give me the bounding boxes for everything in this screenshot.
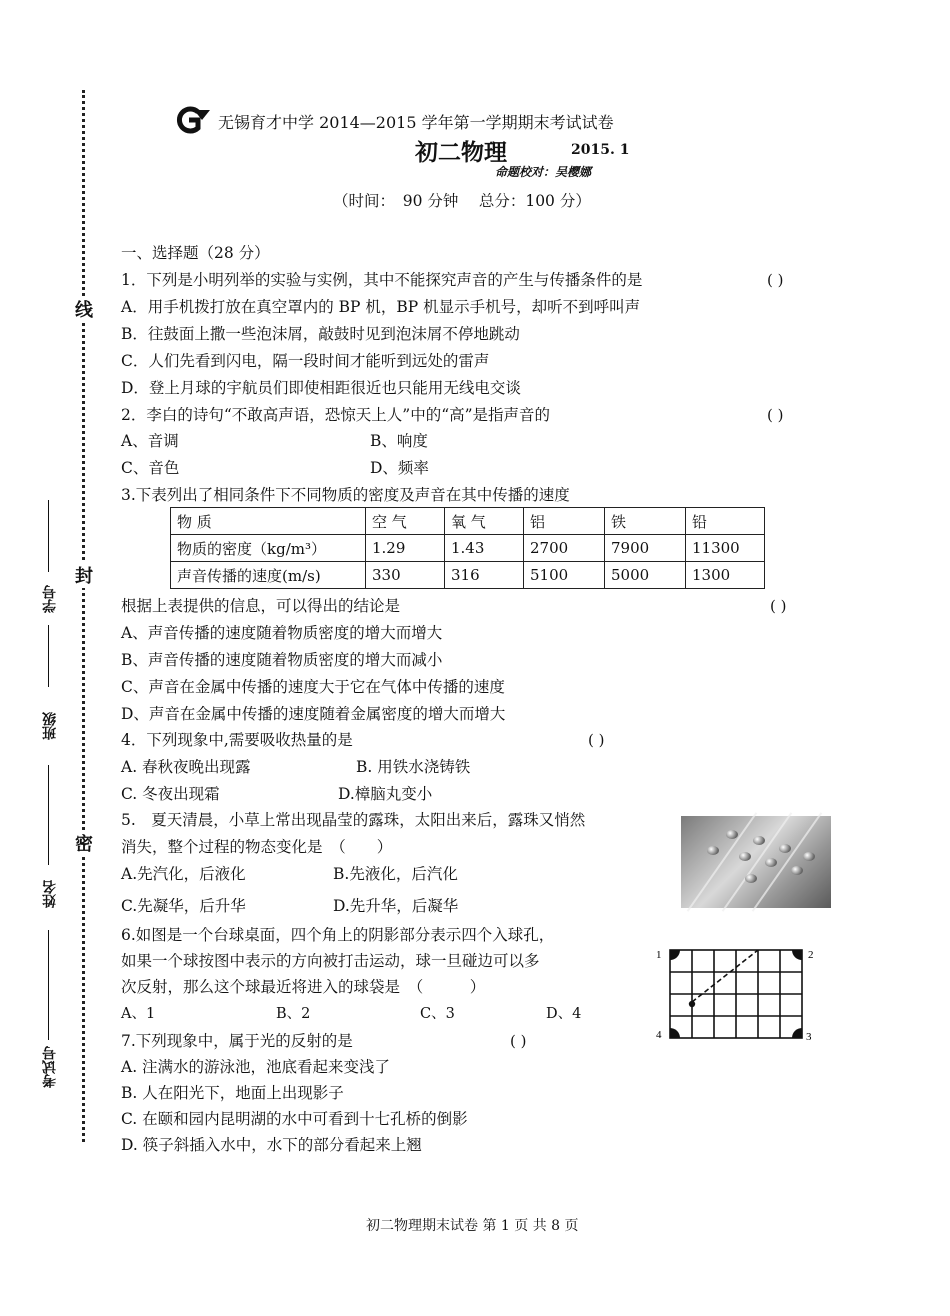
dew-drop xyxy=(779,844,791,853)
dew-drop xyxy=(765,858,777,867)
pocket-label-3: 3 xyxy=(806,1031,812,1043)
dew-drop xyxy=(803,852,815,861)
q7-option-c: C. 在颐和园内昆明湖的水中可看到十七孔桥的倒影 xyxy=(121,1110,468,1128)
binding-dotted-line xyxy=(82,90,85,1142)
q5-option-c: C.先凝华，后升华 xyxy=(121,897,246,915)
q1-option-a: A．用手机拨打放在真空罩内的 BP 机，BP 机显示手机号，却听不到呼叫声 xyxy=(121,298,641,316)
q3-option-c: C、声音在金属中传播的速度大于它在气体中传播的速度 xyxy=(121,678,505,696)
table-cell: 5100 xyxy=(524,562,605,589)
q7-option-d: D. 筷子斜插入水中，水下的部分看起来上翘 xyxy=(121,1136,422,1154)
class-underline xyxy=(48,625,49,687)
table-cell: 1300 xyxy=(686,562,765,589)
q6-option-b: B、2 xyxy=(276,1006,311,1022)
q3-conclusion: 根据上表提供的信息，可以得出的结论是 xyxy=(121,597,401,615)
q6-option-a: A、1 xyxy=(121,1006,156,1022)
page-footer: 初二物理期末试卷 第 1 页 共 8 页 xyxy=(366,1218,579,1234)
table-cell: 330 xyxy=(366,562,445,589)
table-cell: 2700 xyxy=(524,535,605,562)
q2-option-a: A、音调 xyxy=(121,432,179,450)
dew-drop xyxy=(707,846,719,855)
q7-answer-paren: ( ) xyxy=(510,1032,527,1050)
exam-date: 2015. 1 xyxy=(571,142,630,158)
dew-drop xyxy=(739,852,751,861)
q5-option-b: B.先液化，后汽化 xyxy=(333,865,458,883)
q7-stem: 7.下列现象中，属于光的反射的是 xyxy=(121,1032,353,1050)
q5-option-d: D.先升华，后凝华 xyxy=(333,897,459,915)
pocket-label-4: 4 xyxy=(656,1029,662,1041)
q4-answer-paren: ( ) xyxy=(588,731,605,749)
pocket-label-1: 1 xyxy=(656,949,662,961)
q1-stem: 1．下列是小明列举的实验与实例，其中不能探究声音的产生与传播条件的是 xyxy=(121,271,643,289)
q6-stem-line2: 如果一个球按图中表示的方向被打击运动，球一旦碰边可以多 xyxy=(121,952,540,970)
q2-option-b: B、响度 xyxy=(370,432,428,450)
density-speed-table xyxy=(170,507,765,589)
table-header-cell: 铅 xyxy=(686,508,765,535)
table-row xyxy=(171,535,765,562)
table-header-cell: 铁 xyxy=(605,508,686,535)
q4-option-b: B. 用铁水浇铸铁 xyxy=(356,758,471,776)
exam-title: 初二物理 xyxy=(415,139,507,166)
table-cell: 7900 xyxy=(605,535,686,562)
margin-seal-char: 封 xyxy=(75,562,93,588)
dew-drop xyxy=(791,866,803,875)
q3-option-b: B、声音传播的速度随着物质密度的增大而减小 xyxy=(121,651,443,669)
table-header-row xyxy=(171,508,765,535)
table-cell: 1.43 xyxy=(445,535,524,562)
dew-drop xyxy=(753,836,765,845)
q5-stem-line2: 消失，整个过程的物态变化是 （ ） xyxy=(121,838,393,856)
class-label: 班级 xyxy=(42,712,58,740)
q6-stem-line3: 次反射，那么这个球最近将进入的球袋是 （ ） xyxy=(121,978,486,996)
grass-blade xyxy=(752,812,822,911)
q1-option-d: D．登上月球的宇航员们即使相距很近也只能用无线电交谈 xyxy=(121,379,521,397)
section-heading: 一、选择题（28 分） xyxy=(121,244,270,262)
margin-secret-char: 密 xyxy=(75,830,93,856)
table-header-cell: 氧 气 xyxy=(445,508,524,535)
q2-option-d: D、频率 xyxy=(370,459,429,477)
q4-option-c: C. 冬夜出现霜 xyxy=(121,785,220,803)
q3-option-d: D、声音在金属中传播的速度随着金属密度的增大而增大 xyxy=(121,705,506,723)
student-id-label: 学号 xyxy=(42,585,58,613)
q6-option-c: C、3 xyxy=(420,1006,455,1022)
exam-number-underline xyxy=(48,930,49,1040)
table-cell: 1.29 xyxy=(366,535,445,562)
dew-drop xyxy=(745,874,757,883)
billiard-table-figure xyxy=(652,942,827,1047)
dew-drop xyxy=(726,830,738,839)
table-row xyxy=(171,562,765,589)
q4-stem: 4．下列现象中,需要吸收热量的是 xyxy=(121,731,353,749)
dew-on-grass-photo xyxy=(681,816,831,908)
q1-option-b: B．往鼓面上撒一些泡沫屑，敲鼓时见到泡沫屑不停地跳动 xyxy=(121,325,520,343)
exam-number-label: 考试号 xyxy=(42,1046,58,1088)
q3-option-a: A、声音传播的速度随着物质密度的增大而增大 xyxy=(121,624,443,642)
q3-answer-paren: ( ) xyxy=(770,597,787,615)
q6-option-d: D、4 xyxy=(546,1006,582,1022)
q1-answer-paren: ( ) xyxy=(767,271,784,289)
q1-option-c: C．人们先看到闪电，隔一段时间才能听到远处的雷声 xyxy=(121,352,490,370)
pocket-label-2: 2 xyxy=(808,949,814,961)
q4-option-a: A. 春秋夜晚出现露 xyxy=(121,758,251,776)
table-row-label: 物质的密度（kg/m³） xyxy=(171,535,366,562)
q3-stem: 3.下表列出了相同条件下不同物质的密度及声音在其中传播的速度 xyxy=(121,486,570,504)
q2-option-c: C、音色 xyxy=(121,459,180,477)
grass-blade xyxy=(687,812,757,911)
q6-stem-line1: 6.如图是一个台球桌面，四个角上的阴影部分表示四个入球孔， xyxy=(121,926,555,944)
q4-option-d: D.樟脑丸变小 xyxy=(338,785,433,803)
school-logo-icon xyxy=(172,106,212,134)
table-cell: 316 xyxy=(445,562,524,589)
grass-blade xyxy=(722,812,792,911)
q7-option-b: B. 人在阳光下，地面上出现影子 xyxy=(121,1084,344,1102)
exam-time-score: （时间： 90 分钟 总分：100 分） xyxy=(333,192,591,210)
table-cell: 11300 xyxy=(686,535,765,562)
table-row-label: 声音传播的速度(m/s) xyxy=(171,562,366,589)
name-underline xyxy=(48,765,49,865)
name-label: 姓名 xyxy=(42,880,58,908)
q2-stem: 2．李白的诗句“不敢高声语，恐惊天上人”中的“高”是指声音的 xyxy=(121,406,551,424)
school-exam-line: 无锡育才中学 2014—2015 学年第一学期期末考试试卷 xyxy=(218,113,614,132)
student-id-underline xyxy=(48,500,49,572)
q7-option-a: A. 注满水的游泳池，池底看起来变浅了 xyxy=(121,1058,391,1076)
table-cell: 5000 xyxy=(605,562,686,589)
table-header-cell: 铝 xyxy=(524,508,605,535)
q2-answer-paren: ( ) xyxy=(767,406,784,424)
q5-option-a: A.先汽化，后液化 xyxy=(121,865,246,883)
table-header-cell: 空 气 xyxy=(366,508,445,535)
margin-line-char: 线 xyxy=(75,296,93,322)
exam-author: 命题校对：吴樱娜 xyxy=(495,165,592,179)
table-header-cell: 物 质 xyxy=(171,508,366,535)
q5-stem-line1: 5. 夏天清晨，小草上常出现晶莹的露珠，太阳出来后，露珠又悄然 xyxy=(121,811,586,829)
